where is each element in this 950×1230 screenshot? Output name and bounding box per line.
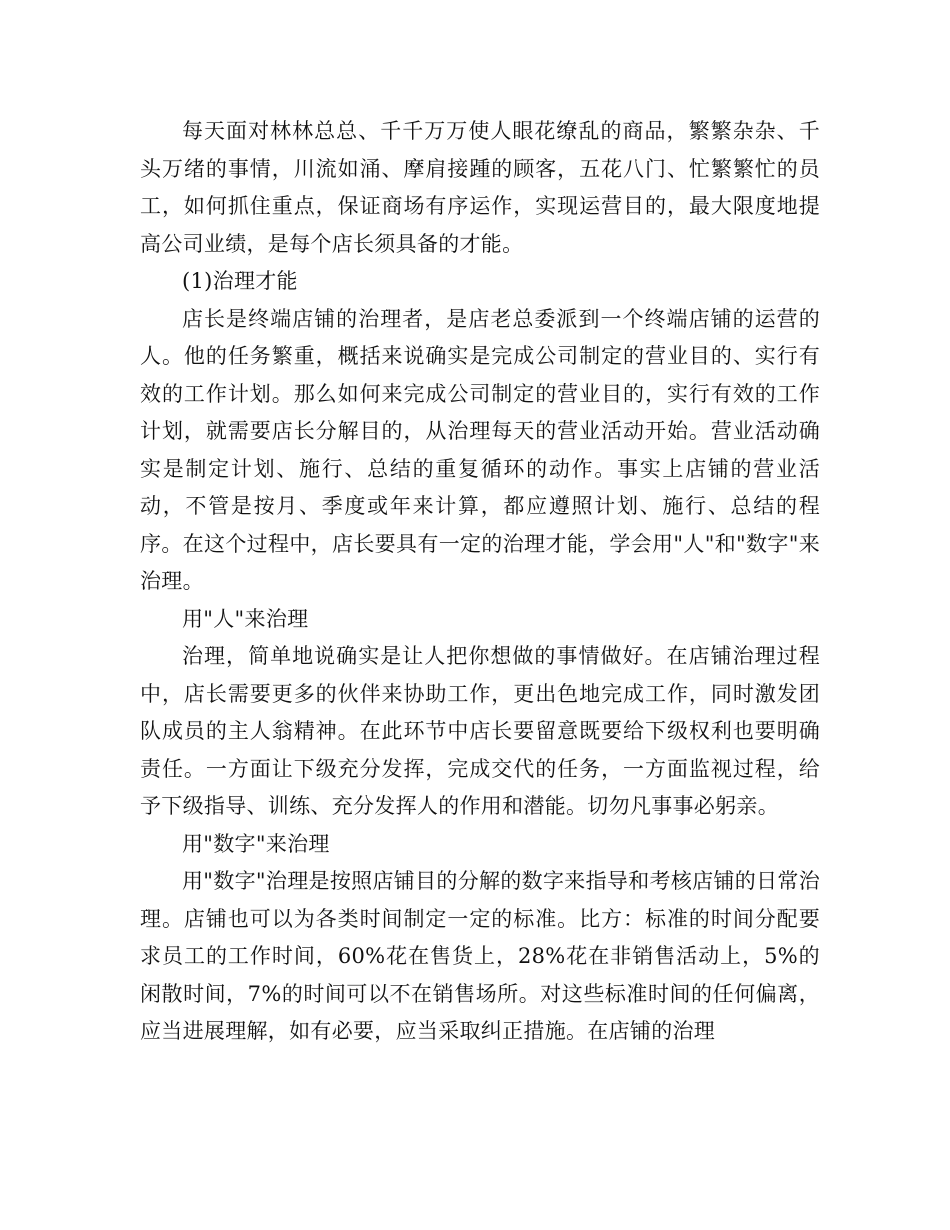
- document-body: [140, 113, 820, 1051]
- paragraph-manage-by-people: 治理，简单地说确实是让人把你想做的事情做好。在店铺治理过程中，店长需要更多的伙伴来协助工作，更出色地完成工作，同时激发团队成员的主人翁精神。在此环节中店长要留意既要给下级权利也要明确责任。一方面让下级充分发挥，完成交代的任务，一方面监视过程，给予下级指导、训练、充分发挥人的作用和潜能。切勿凡事事必躬亲。: [140, 644, 820, 818]
- section-heading-management-ability: (1)治理才能: [182, 269, 298, 293]
- paragraph-intro: 每天面对林林总总、千千万万使人眼花缭乱的商品，繁繁杂杂、千头万绪的事情，川流如涌、摩肩接踵的顾客，五花八门、忙繁繁忙的员工，如何抓住重点，保证商场有序运作，实现运营目的，最大限度地提高公司业绩，是每个店长须具备的才能。: [140, 119, 820, 256]
- paragraph-manage-by-numbers: 用"数字"治理是按照店铺目的分解的数字来指导和考核店铺的日常治理。店铺也可以为各类时间制定一定的标准。比方：标准的时间分配要求员工的工作时间，60%花在售货上，28%花在非销售活动上，5%的闲散时间，7%的时间可以不在销售场所。对这些标准时间的任何偏离，应当进展理解，如有必要，应当采取纠正措施。在店铺的治理: [140, 869, 820, 1043]
- section-heading-manage-by-people: 用"人"来治理: [182, 606, 309, 631]
- paragraph-management-ability: 店长是终端店铺的治理者，是店老总委派到一个终端店铺的运营的人。他的任务繁重，概括来说确实是完成公司制定的营业目的、实行有效的工作计划。那么如何来完成公司制定的营业目的，实行有效的工作计划，就需要店长分解目的，从治理每天的营业活动开始。营业活动确实是制定计划、施行、总结的重复循环的动作。事实上店铺的营业活动，不管是按月、季度或年来计算，都应遵照计划、施行、总结的程序。在这个过程中，店长要具有一定的治理才能，学会用"人"和"数字"来治理。: [140, 306, 820, 593]
- section-heading-manage-by-numbers: 用"数字"来治理: [182, 831, 330, 856]
